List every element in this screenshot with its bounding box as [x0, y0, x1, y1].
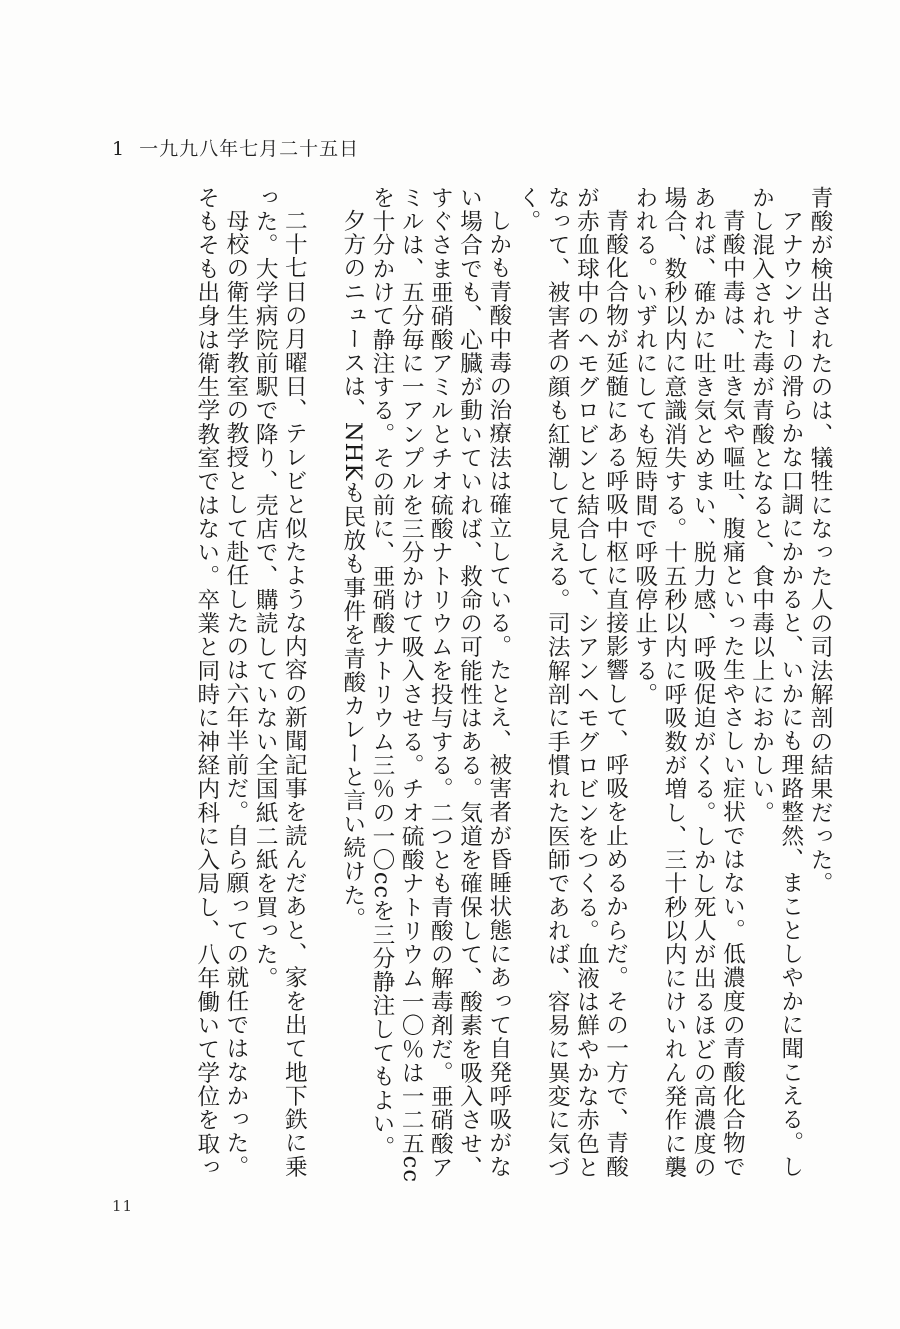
- paragraph: 青酸が検出されたのは、犠牲になった人の司法解剖の結果だった。: [807, 186, 833, 896]
- chapter-title: 一九九八年七月二十五日: [139, 138, 360, 160]
- running-head: [112, 134, 359, 161]
- paragraph: 青酸中毒は、吐き気や嘔吐、腹痛といった生やさしい症状ではない。低濃度の青酸化合物であれば、確かに吐き気とめまい、脱力感、呼吸促迫がくる。しかし死人が出るほどの高濃度の場合、数秒以内に意識消失する。十五秒以内に呼吸数が増し、三十秒以内にけいれん発作に襲われる。いずれにしても短時間で呼吸停止する。: [631, 186, 746, 1180]
- paragraph: しかも青酸中毒の治療法は確立している。たとえ、被害者が昏睡状態にあって自発呼吸がない場合でも、心臓が動いていれば、救命の可能性はある。気道を確保して、酸素を吸入させ、すぐさま亜硝酸アミルとチオ硫酸ナトリウムを投与する。二つとも青酸の解毒剤だ。亜硝酸アミルは、五分毎に一アンプルを三分かけて吸入させる。チオ硫酸ナトリウム一〇％は一二五ccを十分かけて静注する。その前に、亜硝酸ナトリウム三％の一〇ccを三分静注してもよい。: [368, 186, 512, 1184]
- paragraph: 青酸化合物が延髄にある呼吸中枢に直接影響して、呼吸を止めるからだ。その一方で、青酸が赤血球中のヘモグロビンと結合して、シアンヘモグロビンをつくる。血液は鮮やかな赤色となって、被害者の顔も紅潮して見える。司法解剖に手慣れた医師であれば、容易に異変に気づく。: [514, 186, 629, 1180]
- body-text: [114, 186, 834, 1186]
- paragraph: 夕方のニュースは、NHKも民放も事件を青酸カレーと言い続けた。: [339, 208, 366, 931]
- paragraph: 母校の衛生学教室の教授として赴任したのは六年半前だ。自ら願っての就任ではなかった。そもそも出身は衛生学教室ではない。卒業と同時に神経内科に入局し、八年働いて学位を取っ: [193, 186, 249, 1180]
- scene-break: [308, 186, 337, 196]
- paragraph: 二十七日の月曜日、テレビと似たような内容の新聞記事を読んだあと、家を出て地下鉄に乗った。大学病院前駅で降り、売店で、購読していない全国紙二紙を買った。: [252, 186, 308, 1179]
- page-number: 11: [112, 1197, 134, 1215]
- paragraph: アナウンサーの滑らかな口調にかかると、いかにも理路整然、まことしやかに聞こえる。しかし混入された毒が青酸となると、食中毒以上におかしい。: [748, 186, 804, 1179]
- chapter-number: 1: [112, 138, 126, 160]
